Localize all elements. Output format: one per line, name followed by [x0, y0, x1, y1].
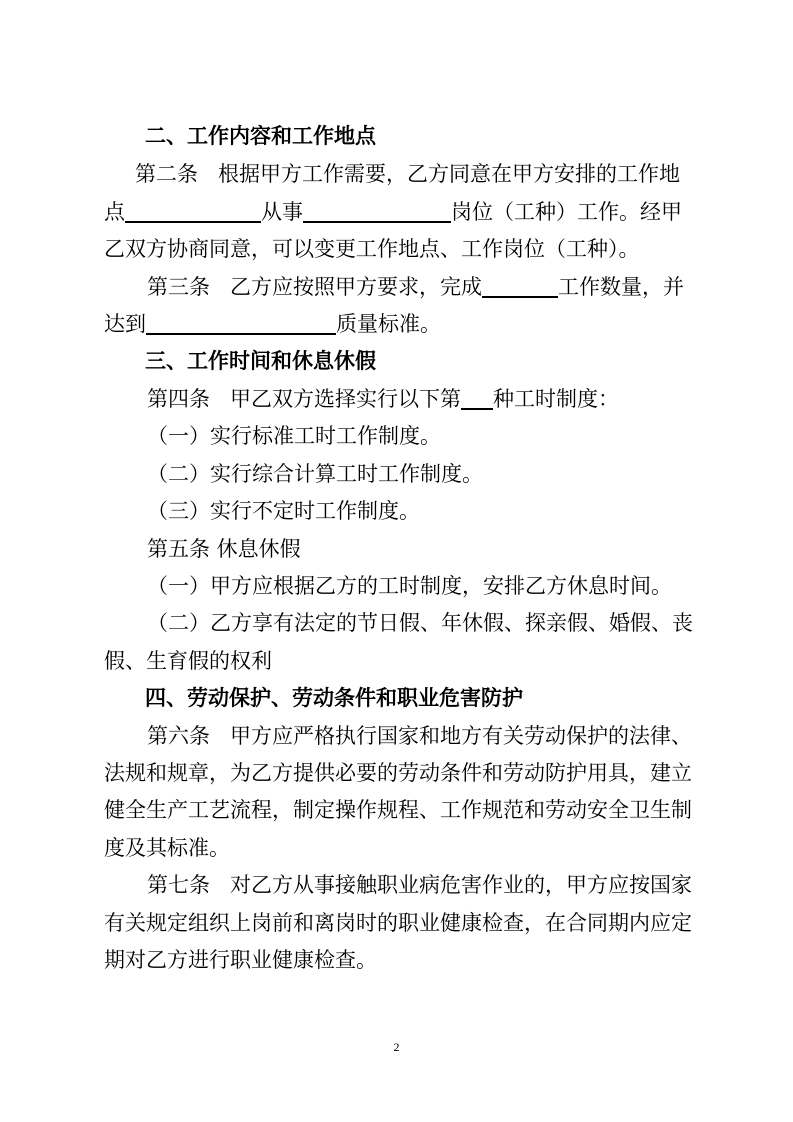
position-blank[interactable] — [303, 201, 451, 223]
article-6-line-3: 健全生产工艺流程，制定操作规程、工作规范和劳动安全卫生制 — [104, 798, 692, 822]
article-6-line-1 — [147, 722, 692, 750]
workplace-blank[interactable] — [125, 201, 261, 223]
article-4-text: 甲乙双方选择实行以下第 — [230, 387, 461, 411]
article-3-text: 质量标准。 — [336, 312, 441, 336]
article-4-label: 第四条 — [147, 387, 210, 411]
article-4-line-1 — [147, 385, 619, 413]
article-6-text: 甲方应严格执行国家和地方有关劳动保护的法律、 — [230, 724, 692, 748]
article-5-item-1: （一）甲方应根据乙方的工时制度，安排乙方休息时间。 — [147, 574, 672, 598]
work-hour-system-blank[interactable] — [461, 388, 493, 410]
article-6-label: 第六条 — [147, 724, 210, 748]
article-7-line-3: 期对乙方进行职业健康检查。 — [104, 948, 377, 972]
article-2-label: 第二条 — [135, 162, 198, 186]
article-3-text: 工作数量，并 — [558, 275, 684, 299]
article-2-text: 点 — [104, 200, 125, 224]
article-7-text: 对乙方从事接触职业病危害作业的，甲方应按国家 — [230, 873, 692, 897]
article-6-line-2: 法规和规章，为乙方提供必要的劳动条件和劳动防护用具，建立 — [104, 761, 692, 785]
section-heading-4: 四、劳动保护、劳动条件和职业危害防护 — [145, 686, 523, 710]
section-heading-3: 三、工作时间和休息休假 — [145, 349, 376, 373]
article-2-text: 根据甲方工作需要，乙方同意在甲方安排的工作地 — [218, 162, 680, 186]
article-3-text: 达到 — [104, 312, 146, 336]
article-2-line-2 — [104, 198, 682, 226]
article-7-line-1 — [147, 871, 692, 899]
article-7-label: 第七条 — [147, 873, 210, 897]
article-4-item-2: （二）实行综合计算工时工作制度。 — [147, 462, 483, 486]
article-2-line-3: 乙双方协商同意，可以变更工作地点、工作岗位（工种）。 — [104, 237, 640, 261]
article-3-label: 第三条 — [147, 275, 210, 299]
article-3-line-1 — [147, 273, 684, 301]
article-4-item-3: （三）实行不定时工作制度。 — [147, 499, 420, 523]
article-6-line-4: 度及其标准。 — [104, 836, 230, 860]
article-5-item-2-line-2: 假、生育假的权利 — [104, 649, 272, 673]
article-2-text: 从事 — [261, 200, 303, 224]
work-quantity-blank[interactable] — [482, 276, 558, 298]
article-4-item-1: （一）实行标准工时工作制度。 — [147, 424, 441, 448]
article-4-text: 种工时制度： — [493, 387, 619, 411]
section-heading-2: 二、工作内容和工作地点 — [145, 124, 376, 148]
article-2-text: 岗位（工种）工作。经甲 — [451, 200, 682, 224]
article-3-line-2 — [104, 310, 441, 338]
quality-standard-blank[interactable] — [146, 313, 336, 335]
article-5-item-2-line-1: （二）乙方享有法定的节日假、年休假、探亲假、婚假、丧 — [147, 611, 693, 635]
article-2-line-1 — [135, 160, 680, 188]
page-number: 2 — [393, 1040, 400, 1054]
article-7-line-2: 有关规定组织上岗前和离岗时的职业健康检查，在合同期内应定 — [104, 911, 692, 935]
article-5-title: 第五条 休息休假 — [147, 537, 301, 561]
article-3-text: 乙方应按照甲方要求，完成 — [230, 275, 482, 299]
